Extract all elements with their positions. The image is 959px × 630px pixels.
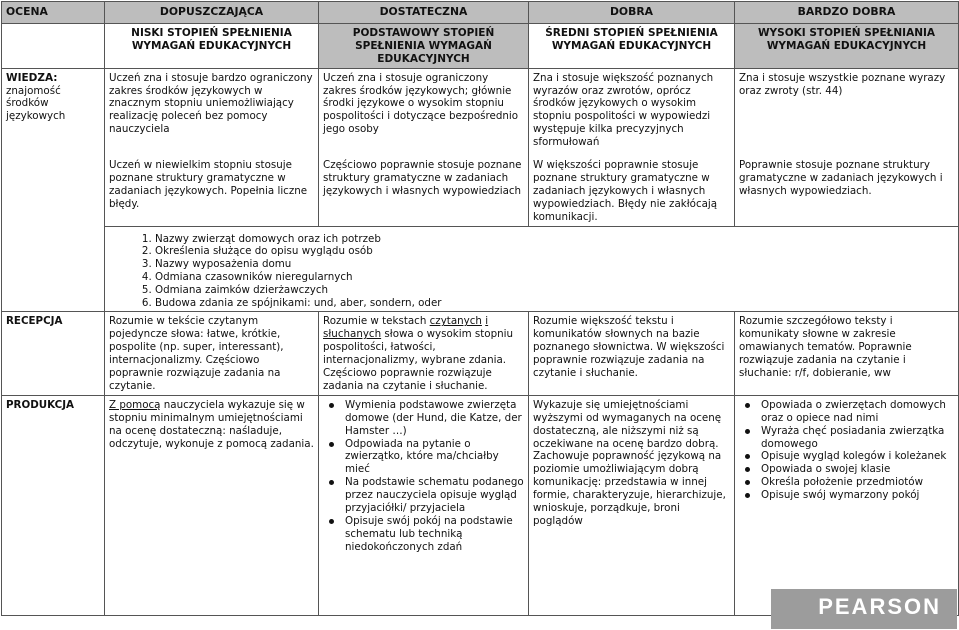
list-item [761,463,954,476]
list-item-text: Na podstawie schematu podanego przez nauczyciela opisuje wygląd przyjaciółki/ przyjaciela [345,476,524,515]
wiedza-1-dobra: Zna i stosuje większość poznanych wyrazów oraz zwrotów, oprócz środków językowych o wysokim stopniu pospolitości w wypowiedzi występuje kilka precyzyjnych sformułowań [529,68,735,156]
level-description-row [2,24,959,69]
bullet-icon [329,442,334,447]
bullet-icon [745,480,750,485]
desc-podstawowy: PODSTAWOWY STOPIEŃ SPEŁNIENIA WYMAGAŃ EDUKACYJNYCH [319,24,529,69]
list-item [761,476,954,489]
desc-sredni: ŚREDNI STOPIEŃ SPEŁNIENIA WYMAGAŃ EDUKACYJNYCH [529,24,735,69]
list-item [761,399,954,425]
produkcja-dobra: Wykazuje się umiejętnościami wyższymi od wymaganych na ocenę dostateczną, ale niższymi niż są oczekiwane na ocenę bardzo dobrą. Zachowuje poprawność językową na poziomie umożliwiającym dobrą komunikację: przedstawia w innej formie, charakteryzuje, hierarchizuje, wnioskuje, porządkuje, broni poglądów [529,395,735,615]
wiedza-1-bardzo-dobra: Zna i stosuje wszystkie poznane wyrazy oraz zwroty (str. 44) [735,68,959,156]
recepcja-label: RECEPCJA [2,312,105,395]
topic-item: 1. Nazwy zwierząt domowych oraz ich potrzeb [155,233,954,246]
recepcja-row [2,312,959,395]
desc-wysoki: WYSOKI STOPIEŃ SPEŁNIANIA WYMAGAŃ EDUKACYJNYCH [735,24,959,69]
produkcja-bardzo-dobra [735,395,959,615]
list-item-text: Opisuje wygląd kolegów i koleżanek [761,450,947,463]
header-bardzo-dobra: BARDZO DOBRA [735,2,959,24]
topic-item: 2. Określenia służące do opisu wyglądu osób [155,245,954,258]
wiedza-topics-cell [105,226,959,312]
topic-item: 6. Budowa zdania ze spójnikami: und, aber, sondern, oder [155,297,954,310]
list-item-text: Określa położenie przedmiotów [761,476,924,489]
list-item [345,399,524,438]
wiedza-2-dobra: W większości poprawnie stosuje poznane struktury gramatyczne w zadaniach językowych i własnych wypowiedziach. Błędy nie zakłócają komunikacji. [529,156,735,226]
recepcja-dobra: Rozumie większość tekstu i komunikatów słownych na bazie poznanego słownictwa. W większości poprawnie rozwiązuje zadania na czytanie i słuchanie. [529,312,735,395]
list-item-text: Odpowiada na pytanie o zwierzątko, które ma/chciałby mieć [345,437,499,476]
recepcja-dst-underlined: i słuchanych [323,315,489,341]
bullet-icon [745,454,750,459]
header-dostateczna: DOSTATECZNA [319,2,529,24]
wiedza-2-dopuszczajaca: Uczeń w niewielkim stopniu stosuje poznane struktury gramatyczne w zadaniach językowych. Popełnia liczne błędy. [105,156,319,226]
header-ocena: OCENA [2,2,105,24]
list-item [345,515,524,554]
grade-header-row [2,2,959,24]
list-item [761,450,954,463]
wiedza-topics-row [2,226,959,312]
wiedza-row-2 [2,156,959,226]
bullet-icon [745,429,750,434]
desc-niski: NISKI STOPIEŃ SPEŁNIENIA WYMAGAŃ EDUKACYJNYCH [105,24,319,69]
bullet-icon [745,493,750,498]
wiedza-sublabel: znajomość środków językowych [6,84,66,123]
produkcja-bdb-list [739,399,954,502]
bullet-icon [329,480,334,485]
wiedza-label-cell [2,68,105,156]
recepcja-bardzo-dobra: Rozumie szczegółowo teksty i komunikaty słowne w zakresie omawianych tematów. Poprawnie rozwiązuje zadania na czytanie i słuchanie: r/f, dobieranie, ww [735,312,959,395]
grading-table [1,1,959,616]
produkcja-text: nauczyciela wykazuje się w stopniu minimalnym umiejętnościami na ocenę dostateczną: naśladuje, odczytuje, wykonuje z pomocą zadania. [109,398,314,450]
topic-list [109,233,954,310]
blank-corner [2,24,105,69]
wiedza-2-bardzo-dobra: Poprawnie stosuje poznane struktury gramatyczne w zadaniach językowych i własnych wypowiedziach. [735,156,959,226]
list-item-text: Opowiada o zwierzętach domowych oraz o opiece nad nimi [761,398,946,424]
wiedza-row-1 [2,68,959,156]
recepcja-dst-text: słowa o wysokim stopniu pospolitości, łatwości, internacjonalizmy, wybrane zdania. Częściowo poprawnie rozwiązuje zadania na czytanie i słuchanie. [323,328,514,392]
topic-item: 3. Nazwy wyposażenia domu [155,258,954,271]
list-item-text: Wyraża chęć posiadania zwierzątka domowego [761,424,945,450]
recepcja-dopuszczajaca: Rozumie w tekście czytanym pojedyncze słowa: łatwe, krótkie, pospolite (np. super, interessant), internacjonalizmy. Częściowo poprawnie rozwiązuje zadania na czytanie. [105,312,319,395]
list-item [345,438,524,477]
produkcja-dopuszczajaca [105,395,319,615]
produkcja-dst-list [323,399,524,554]
list-item-text: Opisuje swój pokój na podstawie schematu lub techniką niedokończonych zdań [345,515,513,553]
recepcja-dostateczna [319,312,529,395]
list-item-text: Opowiada o swojej klasie [761,463,891,476]
wiedza-label-spacer [2,156,105,226]
wiedza-1-dopuszczajaca: Uczeń zna i stosuje bardzo ograniczony zakres środków językowych w znacznym stopniu uniemożliwiający realizację poleceń bez pomocy nauczyciela [105,68,319,156]
produkcja-row [2,395,959,615]
wiedza-1-dostateczna: Uczeń zna i stosuje ograniczony zakres środków językowych; głównie środki językowe o wysokim stopniu pospolitości i dotyczące bezpośrednio jego osoby [319,68,529,156]
topic-item: 5. Odmiana zaimków dzierżawczych [155,284,954,297]
wiedza-topics-label-spacer [2,226,105,312]
produkcja-dostateczna [319,395,529,615]
bullet-icon [329,403,334,408]
bullet-icon [745,467,750,472]
wiedza-label: WIEDZA: [6,71,58,84]
recepcja-dst-underlined: czytanych [429,315,482,328]
list-item [761,425,954,451]
header-dobra: DOBRA [529,2,735,24]
produkcja-label: PRODUKCJA [2,395,105,615]
list-item [761,489,954,502]
header-dopuszczajaca: DOPUSZCZAJĄCA [105,2,319,24]
produkcja-underlined: Z pomocą [109,398,161,411]
wiedza-2-dostateczna: Częściowo poprawnie stosuje poznane struktury gramatyczne w zadaniach językowych i własnych wypowiedziach [319,156,529,226]
list-item [345,476,524,515]
bullet-icon [329,519,334,524]
pearson-logo-text: PEARSON [818,594,941,619]
pearson-logo [771,589,957,629]
list-item-text: Opisuje swój wymarzony pokój [761,489,920,502]
topic-item: 4. Odmiana czasowników nieregularnych [155,271,954,284]
list-item-text: Wymienia podstawowe zwierzęta domowe (der Hund, die Katze, der Hamster …) [345,398,522,437]
recepcja-dst-text: Rozumie w tekstach [323,315,430,328]
bullet-icon [745,403,750,408]
